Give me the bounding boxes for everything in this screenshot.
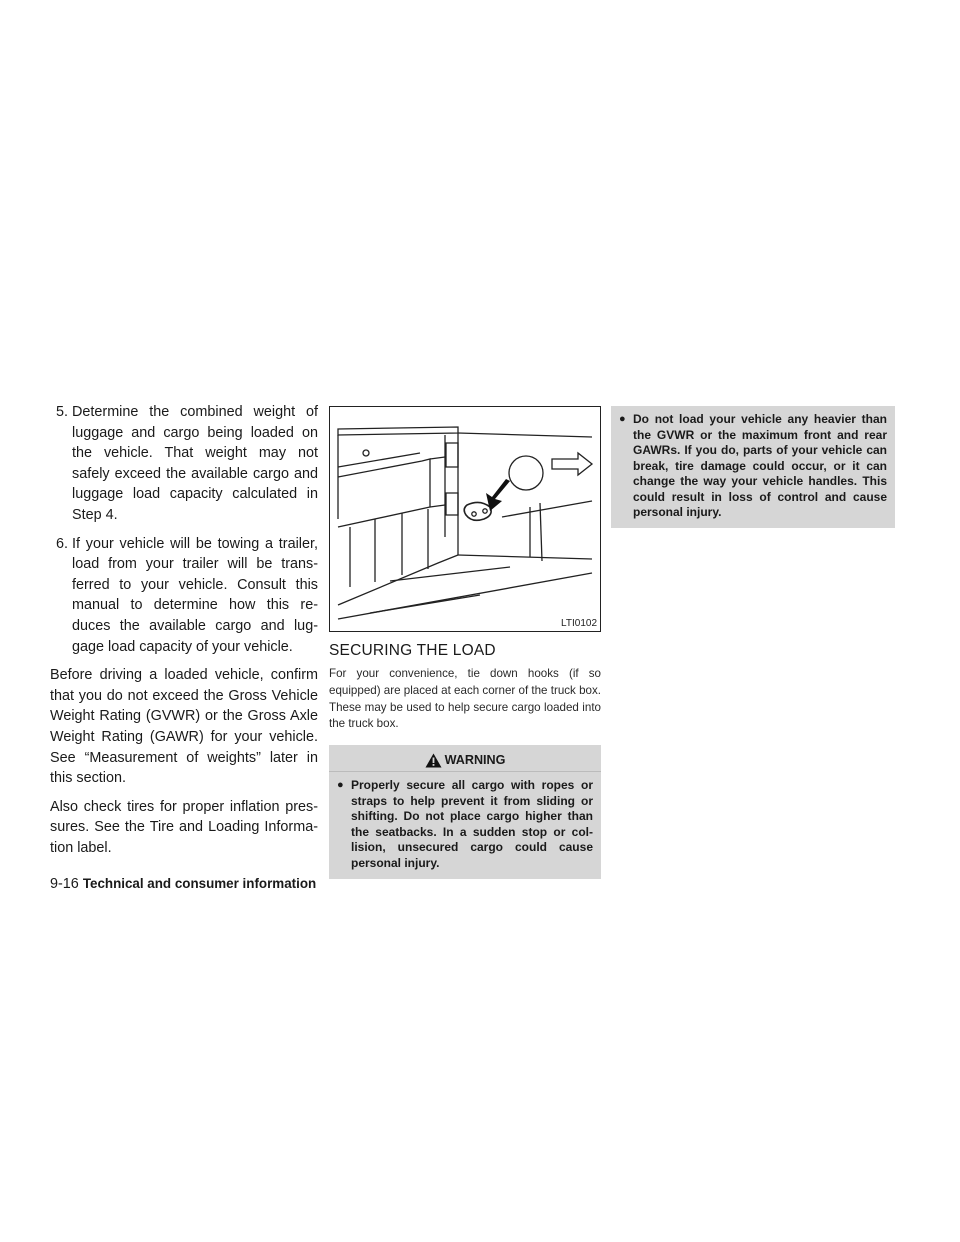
paragraph-confirm-weights: Before driving a loaded vehicle, confirm that you do not exceed the Gross Vehicle Weight Rating (GVWR) or the Gross Axle Weight Rating (GAWR) for your vehicle. See “Measurement of weights” later in this section. [50, 667, 318, 787]
bullet-dot-icon: ● [337, 779, 344, 792]
right-column [611, 406, 895, 528]
step-number: 5. [55, 404, 68, 420]
arrow-icon [552, 453, 592, 475]
warning-item-text: Properly secure all cargo with ropes or straps to help prevent it from sliding or shifting. Do not place cargo higher than the seatbacks. In a sudden stop or col-lision, unsecured cargo could cause personal injury. [351, 778, 593, 870]
caution-box [611, 406, 895, 528]
securing-body: For your convenience, tie down hooks (if so equipped) are placed at each corner of the truck box. These may be used to help secure cargo loaded into the truck box. [329, 667, 601, 731]
warning-label: WARNING [444, 753, 506, 768]
truck-box-drawing [330, 407, 600, 631]
page-number: 9-16 [50, 876, 79, 892]
step-text: Determine the combined weight of luggage and cargo being loaded on the vehicle. That weight may not safely exceed the available cargo and luggage load capacity calculated in Step 4. [72, 404, 318, 523]
left-column [50, 402, 318, 858]
warning-item [337, 778, 593, 871]
caution-item [619, 412, 887, 521]
warning-box [329, 745, 601, 879]
step-number: 6. [55, 535, 68, 552]
warning-triangle-icon [425, 753, 442, 768]
middle-column [329, 406, 601, 879]
step-text: If your vehicle will be towing a trailer, load from your trailer will be trans-ferred to your vehicle. Consult this manual to determine how this re-duces the available cargo and lug-gage load capacity of your vehicle. [72, 535, 318, 655]
figure-code: LTI0102 [561, 618, 597, 629]
paragraph-tire-inflation: Also check tires for proper inflation pres-sures. See the Tire and Loading Informa-tion label. [50, 798, 318, 856]
bullet-dot-icon: ● [619, 413, 626, 425]
chapter-title: Technical and consumer information [82, 876, 317, 891]
warning-header [329, 749, 601, 772]
page-footer [50, 876, 316, 892]
truck-box-illustration [329, 406, 601, 632]
section-title: SECURING THE LOAD [329, 642, 496, 659]
caution-item-text: Do not load your vehicle any heavier than the GVWR or the maximum front and rear GAWRs. If you do, parts of your vehicle can break, tire damage could occur, or it can change the way your vehicle handles. This could result in loss of control and cause personal injury. [633, 412, 887, 519]
arrow-icon [486, 479, 510, 511]
step-5 [50, 402, 318, 526]
step-6 [50, 534, 318, 658]
